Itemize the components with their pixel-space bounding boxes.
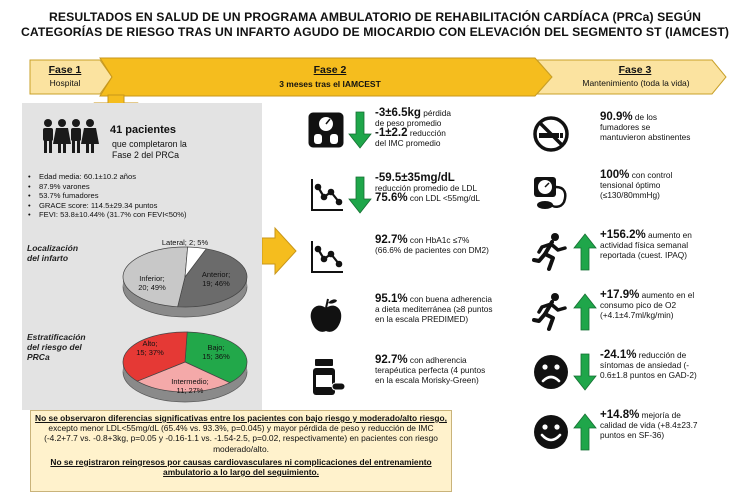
p2-icon-wrap-0 [306, 110, 346, 155]
risk-title-2: del riesgo del [27, 342, 82, 352]
p2-icon-wrap-1 [306, 175, 346, 220]
p3-text-1 [600, 170, 672, 200]
p2-line-3-1 [375, 304, 493, 314]
result-text: reportada (cuest. IPAQ) [600, 250, 687, 260]
p2-line-0-3 [375, 138, 451, 148]
p2-line-4-1 [375, 365, 485, 375]
p2-line-1-0 [375, 173, 480, 183]
up-arrow-icon [573, 233, 597, 271]
result-text: tensional óptimo [600, 180, 661, 190]
p2-icon-wrap-4 [306, 357, 346, 402]
result-text: de peso promedio [375, 118, 442, 128]
localization-pie [110, 235, 260, 325]
runner-icon [531, 232, 571, 272]
p3-text-4 [600, 350, 697, 380]
up-arrow-icon [573, 413, 597, 451]
result-value: -3±6.5kg [375, 107, 421, 119]
result-text: 0.6±1.8 puntos en GAD-2) [600, 370, 697, 380]
result-text: aumento en [645, 230, 692, 240]
p3-line-3-0 [600, 290, 694, 300]
result-text: con LDL <55mg/dL [407, 193, 480, 203]
result-text: del IMC promedio [375, 138, 441, 148]
runner-icon [531, 292, 571, 332]
p3-text-0 [600, 112, 690, 142]
p3-arrow-2 [573, 233, 597, 276]
p2-line-3-0 [375, 294, 493, 304]
p3-icon-wrap-1 [531, 172, 571, 217]
risk-title-1: Estratificación [27, 332, 86, 342]
stat-fevi: • FEVI: 53.8±10.44% (31.7% con FEVI<50%) [26, 210, 262, 220]
result-value: +156.2% [600, 229, 646, 241]
p3-text-5 [600, 410, 698, 440]
p3-line-2-2 [600, 250, 692, 260]
title-line-2: CATEGORÍAS DE RIESGO TRAS UN INFARTO AGUDO DE MIOCARDIO CON ELEVACIÓN DEL SEGMENTO ST (IAMCEST) [20, 25, 730, 39]
pill-bottle-icon [306, 357, 346, 397]
result-text: con control [629, 170, 673, 180]
p3-line-0-0 [600, 112, 690, 122]
panel-right-arrow [262, 228, 296, 274]
patient-desc-1: que completaron la [112, 139, 187, 149]
line-chart-icon [306, 237, 346, 277]
cohort-stats [26, 172, 262, 220]
p2-icon-wrap-2 [306, 237, 346, 282]
risk-label-2: Alto; [142, 339, 158, 348]
p3-line-5-2 [600, 430, 698, 440]
result-text: (≤130/80mmHg) [600, 190, 660, 200]
p3-line-2-1 [600, 240, 692, 250]
result-text: reducción promedio de LDL [375, 183, 477, 193]
conclusion-note [30, 410, 452, 492]
up-arrow-icon [573, 293, 597, 331]
risk-value-1: 11; 27% [176, 386, 204, 395]
result-text: mejoría de [639, 410, 681, 420]
note-p1-bold: No se observaron diferencias significativas entre los pacientes con bajo riesgo y moderado/alto riesgo, [35, 413, 447, 423]
p3-icon-wrap-2 [531, 232, 571, 277]
p3-line-1-0 [600, 170, 672, 180]
result-value: -59.5±35mg/dL [375, 172, 455, 184]
title-line-1: RESULTADOS EN SALUD DE UN PROGRAMA AMBULATORIO DE REHABILITACIÓN CARDÍACA (PRCa) SEGÚN [48, 10, 702, 24]
p3-line-1-2 [600, 190, 672, 200]
p2-text-4 [375, 355, 485, 385]
people-icon [40, 118, 100, 156]
p3-line-2-0 [600, 230, 692, 240]
localization-title-1: Localización [27, 243, 79, 253]
p3-icon-wrap-3 [531, 292, 571, 337]
down-arrow-icon [348, 111, 372, 149]
result-value: -1±2.2 [375, 127, 408, 139]
result-text: calidad de vida (+8.4±23.7 [600, 420, 698, 430]
p2-arrow-1 [348, 176, 372, 219]
risk-label-0: Bajo; [207, 343, 225, 352]
p2-line-2-1 [375, 245, 489, 255]
loc-label-1: Inferior; [139, 274, 165, 283]
result-text: con adherencia [407, 355, 467, 365]
blood-pressure-icon [531, 172, 571, 212]
result-value: +17.9% [600, 289, 640, 301]
p2-text-1 [375, 173, 480, 203]
result-value: 75.6% [375, 192, 408, 204]
localization-title [27, 243, 78, 263]
result-value: +14.8% [600, 409, 640, 421]
down-arrow-icon [573, 353, 597, 391]
phase-1-sub: Hospital [49, 78, 81, 88]
result-value: 92.7% [375, 234, 408, 246]
p2-line-3-2 [375, 314, 493, 324]
stat-grace: • GRACE score: 114.5±29.34 puntos [26, 201, 262, 211]
result-value: -24.1% [600, 349, 637, 361]
p2-line-0-0 [375, 108, 451, 118]
loc-label-2: Lateral; 2; 5% [161, 238, 209, 247]
p3-line-4-1 [600, 360, 697, 370]
phase-3-label: Fase 3 [618, 64, 652, 76]
happy-face-icon [531, 412, 571, 452]
stat-age: • Edad media: 60.1±10.2 años [26, 172, 262, 182]
risk-pie [110, 320, 260, 410]
p3-line-5-0 [600, 410, 698, 420]
p3-icon-wrap-4 [531, 352, 571, 397]
p3-line-3-2 [600, 310, 694, 320]
p2-line-4-0 [375, 355, 485, 365]
loc-label-0: Anterior; [201, 270, 231, 279]
result-value: 90.9% [600, 111, 633, 123]
result-text: mantuvieron abstinentes [600, 132, 691, 142]
p3-icon-wrap-0 [531, 114, 571, 159]
p2-text-0 [375, 108, 451, 148]
p3-line-1-1 [600, 180, 672, 190]
p3-line-4-0 [600, 350, 697, 360]
risk-title [27, 332, 86, 362]
phase-2-label: Fase 2 [313, 64, 347, 76]
phase-1-label: Fase 1 [48, 64, 82, 76]
p2-text-2 [375, 235, 489, 255]
risk-value-0: 15; 36% [202, 352, 230, 361]
p3-text-3 [600, 290, 694, 320]
p3-line-0-1 [600, 122, 690, 132]
p3-arrow-3 [573, 293, 597, 336]
phase-2-sub: 3 meses tras el IAMCEST [279, 79, 381, 89]
p3-icon-wrap-5 [531, 412, 571, 457]
p2-line-2-0 [375, 235, 489, 245]
risk-value-2: 15; 37% [136, 348, 164, 357]
apple-icon [306, 296, 346, 336]
patient-count: 41 pacientes [110, 124, 177, 136]
result-text: reducción [407, 128, 446, 138]
result-text: actividad física semanal [600, 240, 689, 250]
sad-face-icon [531, 352, 571, 392]
loc-value-1: 20; 49% [138, 283, 166, 292]
patient-desc-2: Fase 2 del PRCa [112, 150, 179, 160]
note-p2-bold: No se registraron reingresos por causas cardiovasculares ni complicaciones del entrenamiento ambulatorio a lo largo del seguimiento. [50, 456, 432, 478]
result-text: fumadores se [600, 122, 651, 132]
risk-title-3: PRCa [27, 352, 50, 362]
p2-line-4-2 [375, 375, 485, 385]
result-value: 92.7% [375, 354, 408, 366]
result-text: en la escala PREDIMED) [375, 314, 469, 324]
result-text: pérdida [420, 108, 451, 118]
p3-text-2 [600, 230, 692, 260]
down-arrow-icon [348, 176, 372, 214]
note-p1-rest: excepto menor LDL<55mg/dL (65.4% vs. 93.3%, p=0.045) y mayor pérdida de peso y reducción de IMC (-4.2+7.7 vs. -0.8+3kg, p=0.05 y -0.16-1.1 vs. -1.54-2.5, p=0.02, respectivamente) en pacientes con riesgo moderado/alto. [44, 423, 438, 454]
p3-line-3-1 [600, 300, 694, 310]
p3-line-5-1 [600, 420, 698, 430]
result-text: (66.6% de pacientes con DM2) [375, 245, 489, 255]
result-text: con buena adherencia [407, 294, 493, 304]
p2-line-0-2 [375, 128, 451, 138]
result-value: 95.1% [375, 293, 408, 305]
result-text: puntos en SF-36) [600, 430, 665, 440]
result-text: síntomas de ansiedad (- [600, 360, 690, 370]
stat-smokers: • 53.7% fumadores [26, 191, 262, 201]
p2-line-1-2 [375, 193, 480, 203]
phase-3-sub: Mantenimiento (toda la vida) [582, 78, 690, 88]
p2-text-3 [375, 294, 493, 324]
risk-label-1: Intermedio; [171, 377, 209, 386]
result-text: consumo pico de O2 [600, 300, 677, 310]
no-smoking-icon [531, 114, 571, 154]
result-text: aumento en el [639, 290, 695, 300]
result-value: 100% [600, 169, 630, 181]
result-text: terapéutica perfecta (4 puntos [375, 365, 486, 375]
result-text: de los [632, 112, 658, 122]
p3-arrow-4 [573, 353, 597, 396]
result-text: en la escala Morisky-Green) [375, 375, 479, 385]
p3-line-4-2 [600, 370, 697, 380]
scale-icon [306, 110, 346, 150]
result-text: reducción de [636, 350, 687, 360]
result-text: con HbA1c ≤7% [407, 235, 470, 245]
p3-line-0-2 [600, 132, 690, 142]
stat-male: • 87.9% varones [26, 182, 262, 192]
result-text: (+4.1±4.7ml/kg/min) [600, 310, 674, 320]
line-chart-icon [306, 175, 346, 215]
p2-arrow-0 [348, 111, 372, 154]
localization-title-2: del infarto [27, 253, 69, 263]
loc-value-0: 19; 46% [202, 279, 230, 288]
p3-arrow-5 [573, 413, 597, 456]
result-text: a dieta mediterránea (≥8 puntos [375, 304, 493, 314]
p2-icon-wrap-3 [306, 296, 346, 341]
